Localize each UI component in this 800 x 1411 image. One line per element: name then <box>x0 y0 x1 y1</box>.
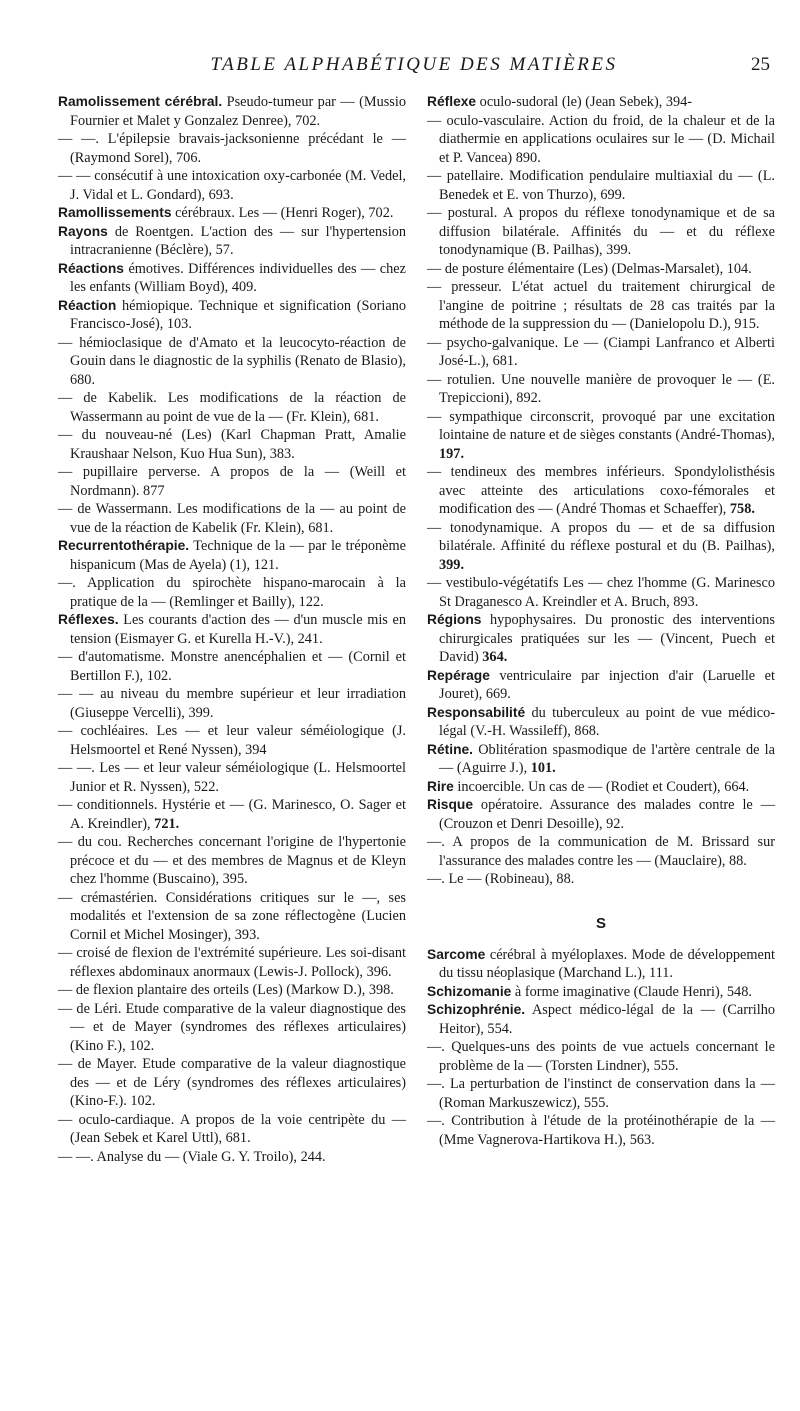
entry-text: cérébraux. Les — (Henri Roger), 702. <box>171 205 394 221</box>
entry-headword: Responsabilité <box>427 704 526 720</box>
entry-text: émotives. Différences individuelles des — chez les enfants (William Boyd), 409. <box>70 260 406 295</box>
entry-page-ref: 364. <box>482 649 508 665</box>
index-entry <box>427 260 775 279</box>
entry-text: Oblitération spasmodique de l'artère centrale de la — (Aguirre J.), <box>439 741 775 776</box>
index-entry <box>58 500 406 537</box>
left-column <box>58 93 406 1166</box>
index-entry <box>58 759 406 796</box>
entry-text: hémiopique. Technique et signification (Soriano Francisco-José), 103. <box>70 297 406 332</box>
index-entry <box>427 833 775 870</box>
index-entry <box>58 297 406 334</box>
entry-text: — postural. A propos du réflexe tonodynamique et de sa diffusion bilatérale. Affinités du — et du réflexe tonodynamique (B. Pailhas), 399. <box>427 205 775 258</box>
index-entry <box>58 334 406 390</box>
index-entry <box>427 741 775 778</box>
index-entry <box>58 204 406 223</box>
entry-headword: Schizomanie <box>427 983 512 999</box>
index-entry <box>427 1112 775 1149</box>
index-entry <box>58 260 406 297</box>
entry-text: incoercible. Un cas de — (Rodiet et Coudert), 664. <box>453 778 750 795</box>
index-entry <box>427 1001 775 1038</box>
entry-text: — presseur. L'état actuel du traitement chirurgical de l'angine de poitrine ; résultats de 28 cas traités par la méthode de la suppression du — (Danielopolu D.), 915. <box>427 279 775 332</box>
entry-text: —. Contribution à l'étude de la protéinothérapie de la — (Mme Vagnerova-Hartikova H.), 563. <box>427 1113 775 1148</box>
entry-text: —. Le — (Robineau), 88. <box>427 871 575 887</box>
entry-headword: Ramollissements <box>58 205 172 220</box>
entry-text: — de Wassermann. Les modifications de la — au point de vue de la réaction de Kabelik (Fr. Klein), 681. <box>58 501 406 536</box>
entry-headword: Réflexe <box>427 94 477 109</box>
entry-headword: Risque <box>427 797 473 812</box>
index-entry <box>427 983 775 1002</box>
index-entry <box>427 796 775 833</box>
entry-text: — oculo-cardiaque. A propos de la voie centripète du — (Jean Sebek et Karel Uttl), 681. <box>58 1111 406 1146</box>
entry-text: — d'automatisme. Monstre anencéphalien et — (Cornil et Bertillon F.), 102. <box>58 649 406 684</box>
index-entry <box>58 833 406 889</box>
index-entry <box>427 93 775 112</box>
entry-headword: Ramolissement cérébral. <box>58 94 223 109</box>
page-header <box>58 54 770 78</box>
index-entry <box>58 389 406 426</box>
index-entry <box>427 519 775 575</box>
entry-text: — du cou. Recherches concernant l'origine de l'hypertonie précoce et du — et des membres de Magnus et de Kleyn chez l'homme (Buscaino), 395. <box>58 834 406 887</box>
entry-text: — de flexion plantaire des orteils (Les) (Markow D.), 398. <box>58 982 394 998</box>
entry-text: oculo-sudoral (le) (Jean Sebek), 394- <box>476 94 693 110</box>
index-entry <box>427 574 775 611</box>
entry-page-ref: 101. <box>530 760 556 776</box>
entry-text: — hémioclasique de d'Amato et la leucocyto-réaction de Gouin dans le diagnostic de la syphilis (Renato de Blasio), 680. <box>58 334 406 388</box>
index-entry <box>427 870 775 889</box>
entry-text: opératoire. Assurance des malades contre le — (Crouzon et Denri Desoille), 92. <box>439 797 775 832</box>
entry-text: —. Application du spirochète hispano-marocain à la pratique de la — (Remlinger et Bailly), 122. <box>58 575 406 610</box>
entry-text: — tendineux des membres inférieurs. Spondylolisthésis avec atteinte des articulations coxo-fémorales et modification des — (André Thomas et Schaeffer), <box>427 464 775 517</box>
right-column-r-entries <box>427 93 775 889</box>
index-entry <box>58 981 406 1000</box>
entry-page-ref: 758. <box>729 501 755 517</box>
index-entry <box>427 204 775 260</box>
entry-text: — conditionnels. Hystérie et — (G. Marinesco, O. Sager et A. Kreindler), <box>58 797 406 832</box>
index-entry <box>58 611 406 648</box>
entry-text: — de posture élémentaire (Les) (Delmas-Marsalet), 104. <box>427 260 752 277</box>
entry-page-ref: 399. <box>439 556 465 573</box>
index-entry <box>58 796 406 833</box>
index-entry <box>427 112 775 168</box>
entry-text: — de Kabelik. Les modifications de la réaction de Wassermann au point de vue de la — (Fr. Klein), 681. <box>58 390 406 425</box>
entry-text: — —. Les — et leur valeur séméiologique (L. Helsmoortel Junior et R. Nyssen), 522. <box>58 760 406 795</box>
entry-headword: Rayons <box>58 223 108 239</box>
entry-headword: Réactions <box>58 260 124 276</box>
index-entry <box>427 167 775 204</box>
index-entry <box>427 704 775 741</box>
entry-text: — crémastérien. Considérations critiques sur le —, ses modalités et l'extension de sa zone réflectogène (Lucien Cornil et Michel Mosinger), 393. <box>58 889 406 943</box>
page-number: 25 <box>751 54 770 75</box>
entry-headword: Réaction <box>58 297 117 313</box>
entry-text: Pseudo-tumeur par — (Mussio Fournier et Malet y Gonzalez Denree), 702. <box>70 94 406 129</box>
index-entry <box>58 537 406 574</box>
index-entry <box>427 1038 775 1075</box>
index-entry <box>58 167 406 204</box>
index-entry <box>58 426 406 463</box>
index-entry <box>427 408 775 464</box>
entry-headword: Recurrentothérapie. <box>58 538 190 553</box>
entry-text: — croisé de flexion de l'extrémité supérieure. Les soi-disant réflexes abdominaux anormaux (Lewis-J. Pollock), 396. <box>58 945 406 980</box>
running-title: TABLE ALPHABÉTIQUE DES MATIÈRES <box>210 54 618 75</box>
index-entry <box>58 130 406 167</box>
entry-text: — pupillaire perverse. A propos de la — (Weill et Nordmann). 877 <box>58 464 406 499</box>
entry-text: hypophysaires. Du pronostic des interventions chirurgicales pratiquées sur les — (Vincent, Puech et David) <box>439 612 775 665</box>
entry-text: du tuberculeux au point de vue médico-légal (V.-H. Wassileff), 868. <box>439 704 775 739</box>
index-entry <box>58 574 406 611</box>
index-entry <box>58 1148 406 1167</box>
entry-text: — rotulien. Une nouvelle manière de provoquer le — (E. Trepiccioni), 892. <box>427 371 775 406</box>
index-entry <box>58 722 406 759</box>
index-entry <box>58 93 406 130</box>
entry-text: — tonodynamique. A propos du — et de sa diffusion bilatérale. Affinité du réflexe postural et du (B. Pailhas), <box>427 519 775 554</box>
entry-text: — du nouveau-né (Les) (Karl Chapman Pratt, Amalie Kraushaar Nelson, Kuo Hua Sun), 383. <box>58 427 406 462</box>
entry-text: —. Quelques-uns des points de vue actuels concernant le problème de la — (Torsten Lindner), 555. <box>427 1039 775 1074</box>
entry-text: Aspect médico-légal de la — (Carrilho Heitor), 554. <box>439 1002 775 1037</box>
entry-headword: Réflexes. <box>58 612 119 627</box>
index-entry <box>58 648 406 685</box>
index-entry <box>58 463 406 500</box>
entry-text: de Roentgen. L'action des — sur l'hypertension intracranienne (Béclère), 57. <box>70 223 406 258</box>
entry-text: — de Léri. Etude comparative de la valeur diagnostique des — et de Mayer (syndromes des réflexes articulaires) (Kino F.), 102. <box>58 1000 406 1054</box>
entry-text: — de Mayer. Etude comparative de la valeur diagnostique des — et de Léry (syndromes des réflexes articulaires) (Kino-F.). 102. <box>58 1056 406 1109</box>
index-entry <box>427 463 775 519</box>
index-entry <box>58 223 406 260</box>
index-entry <box>427 278 775 334</box>
entry-text: — — consécutif à une intoxication oxy-carbonée (M. Vedel, J. Vidal et L. Gondard), 693. <box>58 168 406 203</box>
entry-text: — psycho-galvanique. Le — (Ciampi Lanfranco et Alberti José-L.), 681. <box>427 334 775 369</box>
entry-headword: Schizophrénie. <box>427 1002 526 1017</box>
section-letter: S <box>595 914 606 932</box>
entry-text: ventriculaire par injection d'air (Laruelle et Jouret), 669. <box>439 667 775 702</box>
entry-headword: Rire <box>427 778 454 794</box>
index-entry <box>58 1000 406 1056</box>
entry-page-ref: 197. <box>439 445 465 462</box>
entry-text: Technique de la — par le tréponème hispanicum (Mas de Ayela) (1), 121. <box>70 538 406 573</box>
entry-text: — cochléaires. Les — et leur valeur séméiologique (J. Helsmoortel et René Nyssen), 394 <box>58 723 406 758</box>
index-entry <box>427 667 775 704</box>
entry-headword: Sarcome <box>427 946 486 962</box>
index-entry <box>58 1111 406 1148</box>
entry-text: — —. L'épilepsie bravais-jacksonienne précédant le — (Raymond Sorel), 706. <box>58 131 406 166</box>
entry-text: — vestibulo-végétatifs Les — chez l'homme (G. Marinesco St Draganesco A. Kreindler et A. Bruch, 893. <box>427 575 775 610</box>
index-entry <box>58 889 406 945</box>
entry-headword: Rétine. <box>427 741 473 757</box>
entry-page-ref: 721. <box>154 815 180 832</box>
entry-headword: Régions <box>427 612 482 627</box>
index-entry <box>427 371 775 408</box>
index-entry <box>427 334 775 371</box>
index-entry <box>58 944 406 981</box>
right-column-s-entries <box>427 946 775 1150</box>
entry-text: —. La perturbation de l'instinct de conservation dans la — (Roman Markuszewicz), 555. <box>427 1076 775 1111</box>
entry-text: —. A propos de la communication de M. Brissard sur l'assurance des malades contre les — (Mauclaire), 88. <box>427 834 775 869</box>
index-entry <box>427 611 775 667</box>
entry-text: — oculo-vasculaire. Action du froid, de la chaleur et de la diathermie en applications oculaires sur le — (D. Michail et P. Vancea) 890. <box>427 112 775 166</box>
index-entry <box>58 1055 406 1111</box>
entry-text: à forme imaginative (Claude Henri), 548. <box>511 983 752 1000</box>
index-entry <box>427 1075 775 1112</box>
index-entry <box>427 946 775 983</box>
entry-text: — — au niveau du membre supérieur et leur irradiation (Giuseppe Vercelli), 399. <box>58 686 406 721</box>
index-entry <box>427 778 775 797</box>
entry-text: — sympathique circonscrit, provoqué par une excitation lointaine de nature et de sièges constants (André-Thomas), <box>427 408 775 443</box>
entry-text: — —. Analyse du — (Viale G. Y. Troilo), 244. <box>58 1148 326 1165</box>
entry-text: Les courants d'action des — d'un muscle mis en tension (Eismayer G. et Kurella H.-V.), 241. <box>70 612 406 647</box>
right-column <box>427 93 775 1149</box>
index-entry <box>58 685 406 722</box>
entry-text: — patellaire. Modification pendulaire multiaxial du — (L. Benedek et E. von Thurzo), 699. <box>427 168 775 203</box>
entry-text: cérébral à myéloplaxes. Mode de développement du tissu néoplasique (Marchand L.), 111. <box>439 946 775 981</box>
entry-headword: Repérage <box>427 667 490 683</box>
